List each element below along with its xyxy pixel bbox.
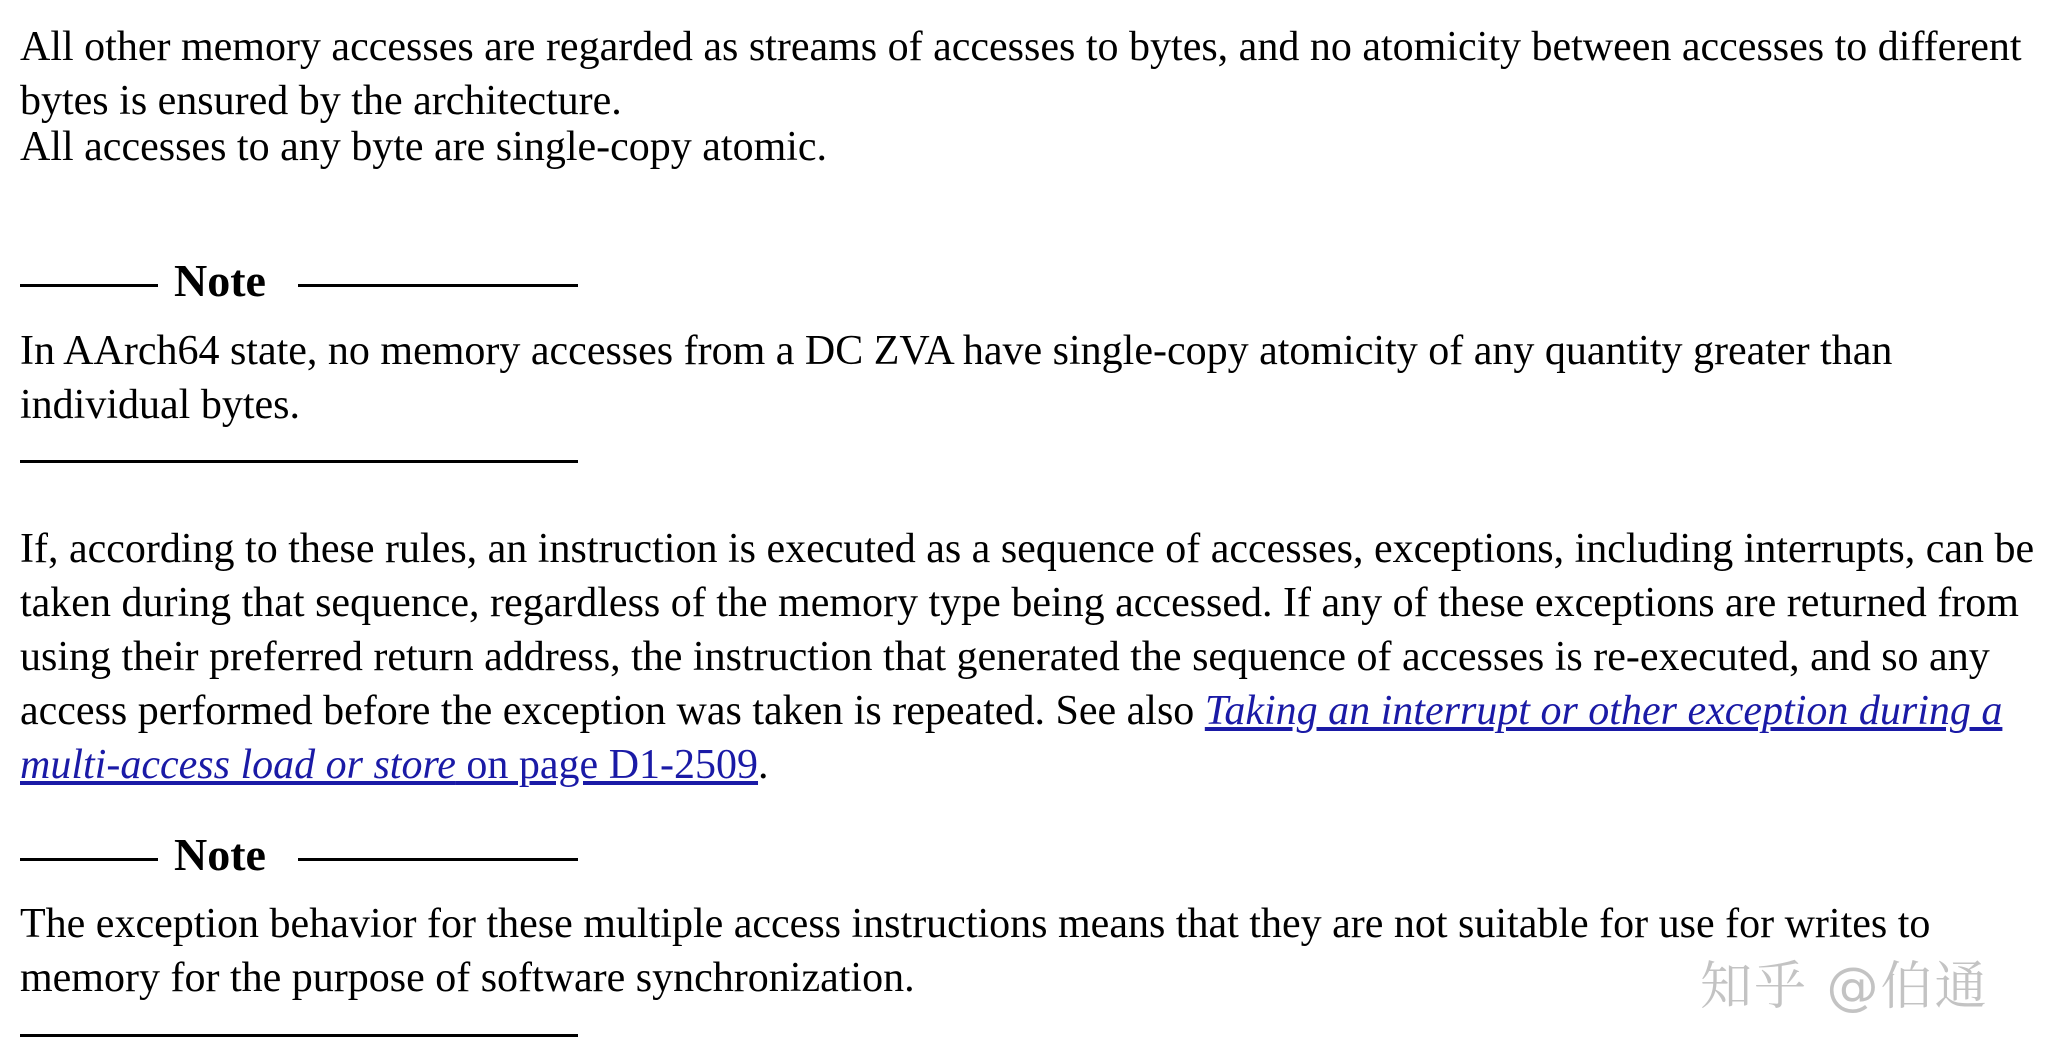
paragraph-end-punct: . (758, 742, 769, 788)
note-header-1 (20, 252, 580, 312)
note-label: Note (174, 829, 266, 880)
cross-reference-page: on page D1-2509 (455, 742, 759, 788)
note-label: Note (174, 255, 266, 306)
paragraph-sequence-of-accesses (20, 522, 2040, 792)
watermark-text: 知乎 @伯通 (1700, 957, 1989, 1017)
paragraph-single-copy-atomic: All accesses to any byte are single-copy atomic. (20, 124, 828, 170)
note-text-dc-zva: In AArch64 state, no memory accesses from a DC ZVA have single-copy atomicity of any quantity greater than individual bytes. (20, 328, 1893, 428)
note-text-exception-behavior: The exception behavior for these multiple access instructions means that they are not suitable for use for writes to memory for the purpose of software synchronization. (20, 901, 1931, 1001)
note-rule-right (298, 858, 578, 861)
paragraph-sequence-text: If, according to these rules, an instruction is executed as a sequence of accesses, exceptions, including interrupts, can be taken during that sequence, regardless of the memory type being accessed. If any of these exceptions are returned from using their preferred return address, the instruction that generated the sequence of accesses is re-executed, and so any access performed before the exception was taken is repeated. See also (20, 526, 2035, 734)
note-rule-right (298, 284, 578, 287)
note-rule-left (20, 284, 158, 287)
paragraph-byte-streams: All other memory accesses are regarded as streams of accesses to bytes, and no atomicity between accesses to different bytes is ensured by the architecture. (20, 24, 2022, 124)
note-end-rule-1 (20, 460, 578, 463)
note-rule-left (20, 858, 158, 861)
cross-reference-title: Taking an interrupt or other exception during a multi-access load or store (20, 688, 2003, 788)
note-end-rule-2 (20, 1034, 578, 1037)
note-header-2 (20, 826, 580, 886)
